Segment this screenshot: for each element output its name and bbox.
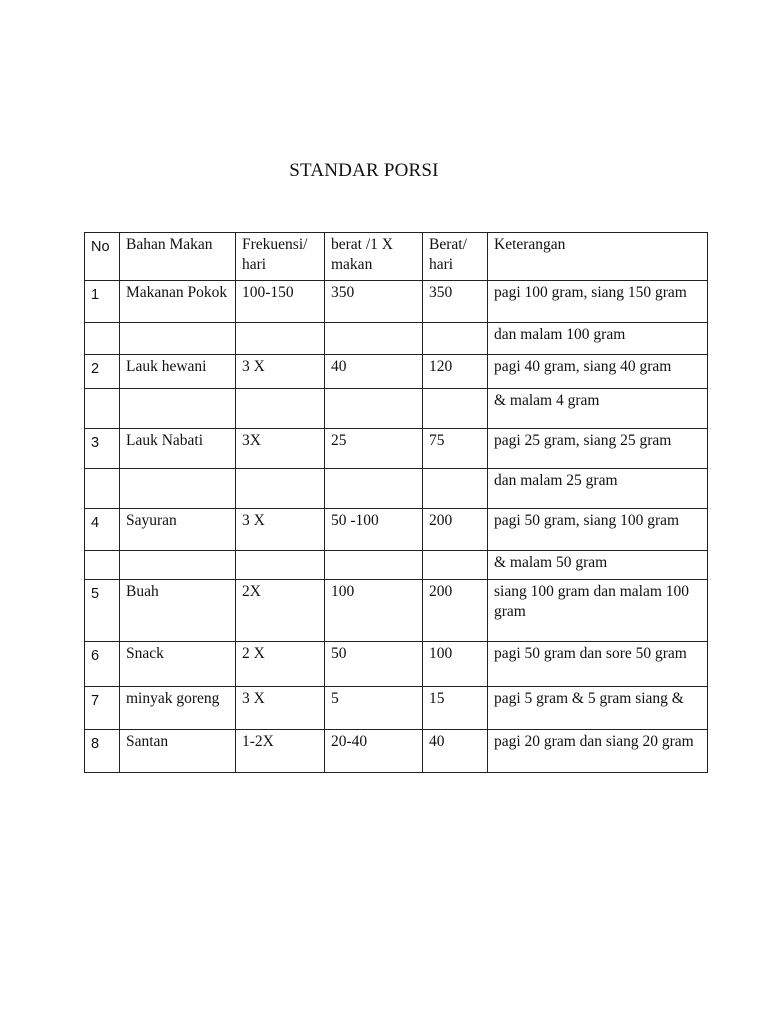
cell-berat-hari: 120: [423, 355, 488, 389]
cell-no: 6: [85, 642, 120, 687]
cell-empty: [423, 551, 488, 580]
cell-empty: [325, 323, 423, 355]
cell-no: 7: [85, 687, 120, 730]
cell-empty: [423, 469, 488, 509]
cell-berat-hari: 200: [423, 509, 488, 551]
table-row: [85, 580, 708, 642]
cell-keterangan: pagi 100 gram, siang 150 gram: [488, 281, 708, 323]
cell-empty: [120, 469, 236, 509]
cell-berat-hari: 75: [423, 429, 488, 469]
cell-keterangan-continued: & malam 4 gram: [488, 389, 708, 429]
table-row: [85, 429, 708, 469]
cell-empty: [236, 469, 325, 509]
cell-berat-hari: 40: [423, 730, 488, 773]
cell-bahan: Sayuran: [120, 509, 236, 551]
cell-bahan: Snack: [120, 642, 236, 687]
cell-empty: [85, 323, 120, 355]
cell-empty: [325, 389, 423, 429]
cell-bahan: Makanan Pokok: [120, 281, 236, 323]
table-header-row: [85, 233, 708, 281]
standar-porsi-table: [84, 232, 708, 773]
header-berat-makan: berat /1 X makan: [325, 233, 423, 281]
cell-empty: [85, 551, 120, 580]
cell-empty: [236, 389, 325, 429]
cell-empty: [325, 551, 423, 580]
cell-berat-makan: 350: [325, 281, 423, 323]
table-row: [85, 687, 708, 730]
cell-empty: [423, 323, 488, 355]
cell-berat-hari: 100: [423, 642, 488, 687]
cell-empty: [236, 551, 325, 580]
table-row-continuation: [85, 323, 708, 355]
table-row: [85, 509, 708, 551]
cell-empty: [236, 323, 325, 355]
table-row: [85, 730, 708, 773]
cell-bahan: Buah: [120, 580, 236, 642]
cell-keterangan-continued: & malam 50 gram: [488, 551, 708, 580]
cell-bahan: Santan: [120, 730, 236, 773]
cell-frekuensi: 3 X: [236, 355, 325, 389]
cell-empty: [325, 469, 423, 509]
cell-keterangan: pagi 5 gram & 5 gram siang &: [488, 687, 708, 730]
cell-berat-makan: 50: [325, 642, 423, 687]
table-row-continuation: [85, 551, 708, 580]
cell-berat-makan: 20-40: [325, 730, 423, 773]
cell-empty: [120, 551, 236, 580]
cell-keterangan-continued: dan malam 100 gram: [488, 323, 708, 355]
cell-frekuensi: 2 X: [236, 642, 325, 687]
cell-berat-makan: 100: [325, 580, 423, 642]
cell-empty: [120, 389, 236, 429]
cell-keterangan: siang 100 gram dan malam 100 gram: [488, 580, 708, 642]
cell-bahan: Lauk hewani: [120, 355, 236, 389]
table-row: [85, 355, 708, 389]
cell-no: 1: [85, 281, 120, 323]
cell-keterangan: pagi 40 gram, siang 40 gram: [488, 355, 708, 389]
cell-berat-makan: 40: [325, 355, 423, 389]
cell-empty: [85, 389, 120, 429]
cell-frekuensi: 2X: [236, 580, 325, 642]
header-berat-hari: Berat/ hari: [423, 233, 488, 281]
cell-berat-hari: 350: [423, 281, 488, 323]
cell-berat-makan: 5: [325, 687, 423, 730]
table-row-continuation: [85, 469, 708, 509]
cell-empty: [423, 389, 488, 429]
cell-no: 8: [85, 730, 120, 773]
cell-keterangan: pagi 20 gram dan siang 20 gram: [488, 730, 708, 773]
cell-berat-hari: 15: [423, 687, 488, 730]
cell-keterangan-continued: dan malam 25 gram: [488, 469, 708, 509]
cell-keterangan: pagi 25 gram, siang 25 gram: [488, 429, 708, 469]
cell-bahan: minyak goreng: [120, 687, 236, 730]
cell-no: 2: [85, 355, 120, 389]
cell-no: 5: [85, 580, 120, 642]
header-keterangan: Keterangan: [488, 233, 708, 281]
header-bahan-makan: Bahan Makan: [120, 233, 236, 281]
cell-empty: [85, 469, 120, 509]
cell-berat-hari: 200: [423, 580, 488, 642]
cell-no: 3: [85, 429, 120, 469]
cell-berat-makan: 50 -100: [325, 509, 423, 551]
cell-bahan: Lauk Nabati: [120, 429, 236, 469]
table-row-continuation: [85, 389, 708, 429]
cell-no: 4: [85, 509, 120, 551]
table-row: [85, 642, 708, 687]
cell-frekuensi: 100-150: [236, 281, 325, 323]
cell-frekuensi: 3 X: [236, 509, 325, 551]
cell-frekuensi: 3 X: [236, 687, 325, 730]
cell-frekuensi: 3X: [236, 429, 325, 469]
page-title: STANDAR PORSI: [289, 160, 439, 181]
cell-frekuensi: 1-2X: [236, 730, 325, 773]
cell-keterangan: pagi 50 gram dan sore 50 gram: [488, 642, 708, 687]
header-frekuensi: Frekuensi/ hari: [236, 233, 325, 281]
cell-berat-makan: 25: [325, 429, 423, 469]
table-row: [85, 281, 708, 323]
cell-empty: [120, 323, 236, 355]
header-no: No: [85, 233, 120, 281]
cell-keterangan: pagi 50 gram, siang 100 gram: [488, 509, 708, 551]
